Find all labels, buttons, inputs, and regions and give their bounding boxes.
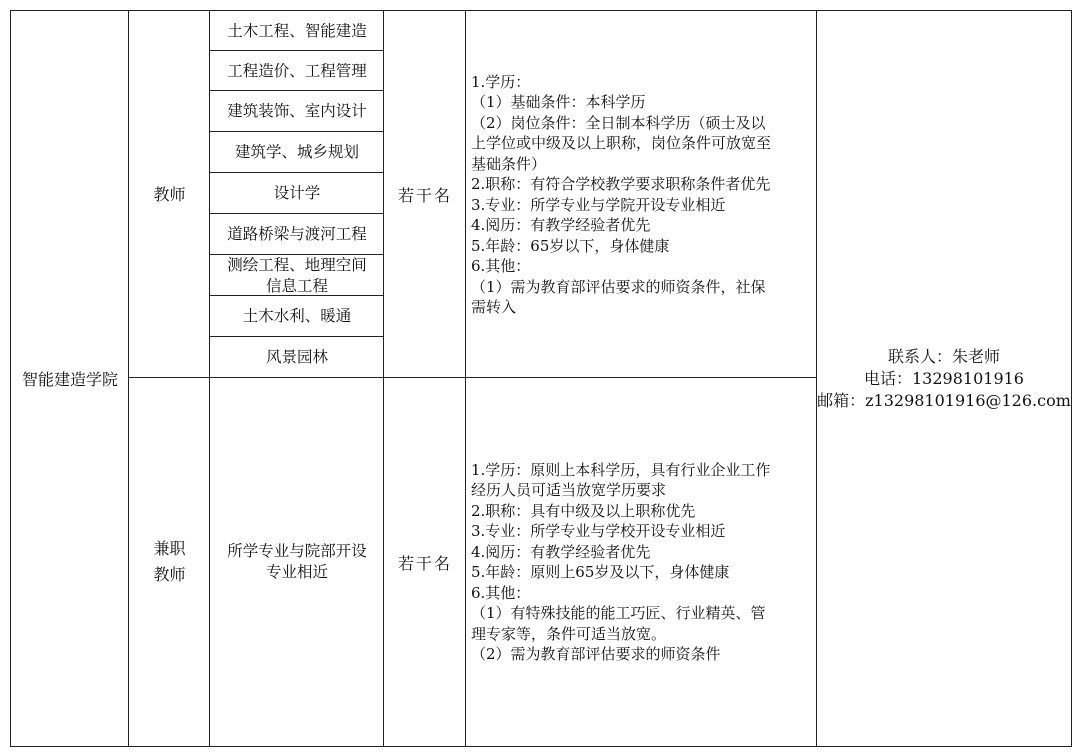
requirement-line: 经历人员可适当放宽学历要求 <box>471 481 667 499</box>
contact-phone: 电话：13298101916 <box>864 368 1024 388</box>
major-cell <box>209 10 385 52</box>
college-cell <box>10 10 130 747</box>
major-cell <box>209 50 385 92</box>
requirements-text <box>471 72 813 318</box>
requirement-line: 1.学历： <box>471 72 531 91</box>
requirements-text <box>471 460 813 665</box>
major-label-line-1: 所学专业与院部开设 <box>227 542 367 560</box>
requirement-line: 3.专业：所学专业与学校开设专业相近 <box>471 522 726 540</box>
requirements-cell-teacher <box>465 10 818 379</box>
major-cell-parttime <box>209 377 385 747</box>
requirement-line: 2.职称：具有中级及以上职称优先 <box>471 501 696 520</box>
requirement-line: （1）有特殊技能的能工巧匠、行业精英、管 <box>471 604 766 622</box>
requirement-line: 1.学历：原则上本科学历，具有行业企业工作 <box>471 460 771 479</box>
headcount-label: 若干名 <box>397 186 452 205</box>
requirement-line: 4.阅历：有教学经验者优先 <box>471 216 651 234</box>
role-cell-teacher <box>128 10 211 379</box>
contact-cell <box>816 10 1072 747</box>
major-label: 工程造价、工程管理 <box>227 61 367 80</box>
contact-person: 联系人：朱老师 <box>887 346 1000 366</box>
major-cell <box>209 295 385 338</box>
requirement-line: （1）需为教育部评估要求的师资条件，社保 <box>471 277 766 296</box>
requirement-line: （2）需为教育部评估要求的师资条件 <box>471 645 721 663</box>
requirement-line: 5.年龄：65岁以下，身体健康 <box>471 236 670 255</box>
requirement-line: 基础条件） <box>471 154 547 173</box>
role-label-line-1: 兼职 <box>153 539 186 558</box>
requirement-line: （1）基础条件：本科学历 <box>471 93 646 111</box>
headcount-label: 若干名 <box>397 553 452 573</box>
requirement-line: 理专家等，条件可适当放宽。 <box>471 624 667 643</box>
requirement-line: 2.职称：有符合学校教学要求职称条件者优先 <box>471 175 771 193</box>
major-label: 建筑学、城乡规划 <box>234 143 359 161</box>
requirement-line: 5.年龄：原则上65岁及以下，身体健康 <box>471 563 730 581</box>
major-label: 风景园林 <box>265 348 328 366</box>
major-label: 设计学 <box>273 184 321 202</box>
headcount-cell-teacher <box>383 10 467 379</box>
requirement-line: 4.阅历：有教学经验者优先 <box>471 542 651 561</box>
major-cell <box>209 172 385 215</box>
requirements-cell-parttime <box>465 377 818 747</box>
requirement-line: 需转入 <box>471 298 517 316</box>
major-cell <box>209 90 385 133</box>
college-name: 智能建造学院 <box>21 370 118 389</box>
headcount-cell-parttime <box>383 377 467 747</box>
major-cell <box>209 213 385 256</box>
requirement-line: （2）岗位条件：全日制本科学历（硕士及以 <box>471 113 766 132</box>
major-cell <box>209 131 385 174</box>
requirement-line: 3.专业：所学专业与学院开设专业相近 <box>471 195 726 214</box>
major-label-line-2: 专业相近 <box>265 563 328 581</box>
requirement-line: 6.其他： <box>471 583 531 602</box>
role-label: 教师 <box>153 184 186 204</box>
major-label: 道路桥梁与渡河工程 <box>227 225 367 243</box>
major-cell <box>209 254 385 297</box>
requirement-line: 6.其他： <box>471 257 531 275</box>
role-label-line-2: 教师 <box>153 565 186 584</box>
major-label-line-1: 测绘工程、地理空间 <box>227 255 367 274</box>
contact-email: 邮箱：z13298101916@126.com <box>817 390 1071 410</box>
major-cell <box>209 336 385 379</box>
major-label-line-2: 信息工程 <box>265 276 328 295</box>
major-label: 土木工程、智能建造 <box>227 21 367 40</box>
requirement-line: 上学位或中级及以上职称，岗位条件可放宽至 <box>471 134 772 152</box>
major-label: 建筑装饰、室内设计 <box>227 102 367 120</box>
role-cell-parttime <box>128 377 211 747</box>
major-label: 土木水利、暖通 <box>242 307 352 325</box>
